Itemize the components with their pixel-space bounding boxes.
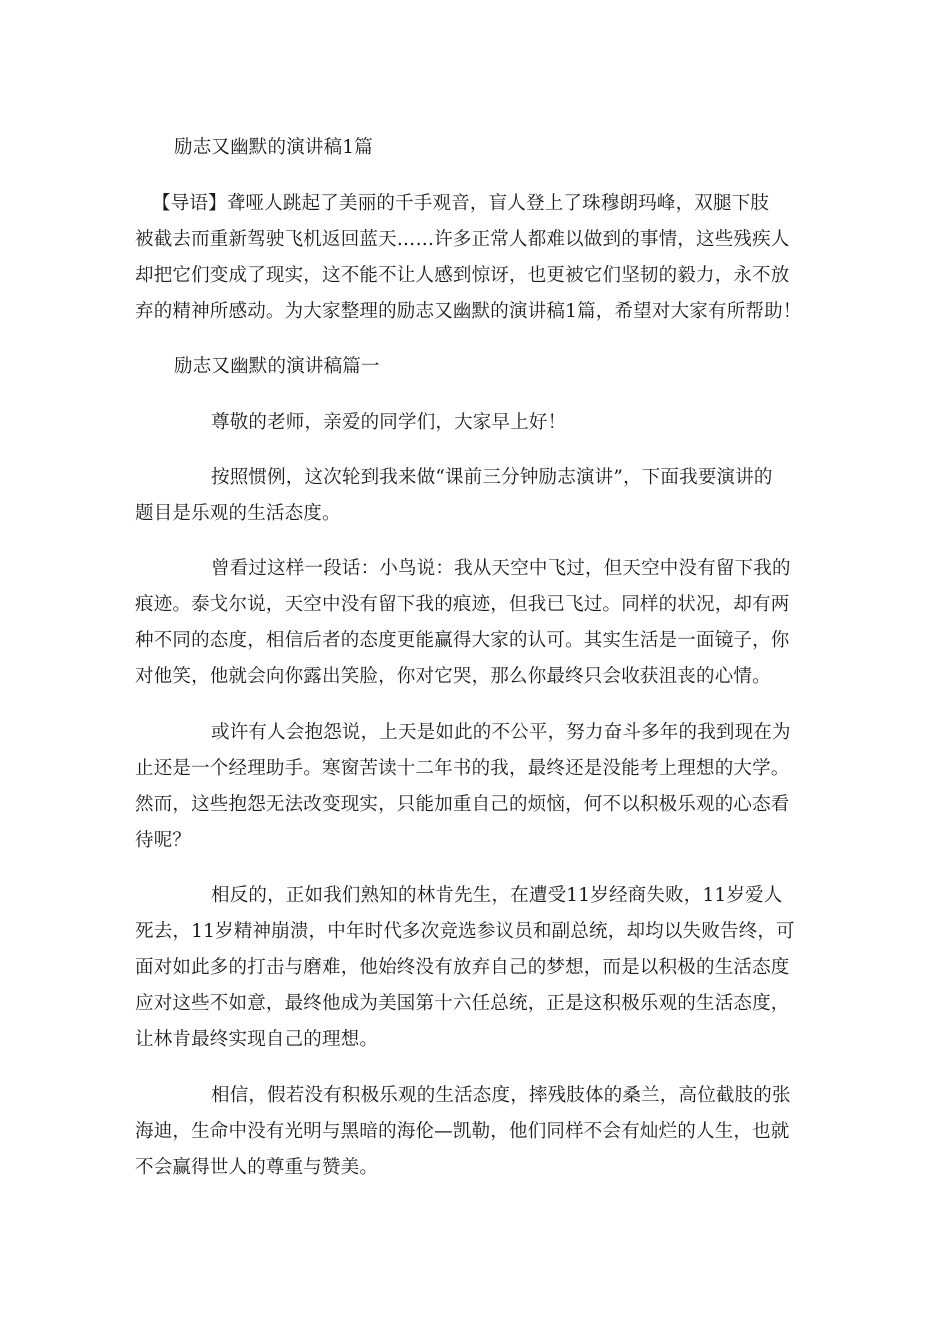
intro-line: 被截去而重新驾驶飞机返回蓝天……许多正常人都难以做到的事情，这些残疾人 <box>135 229 790 250</box>
document-title: 励志又幽默的演讲稿1篇 <box>174 137 373 158</box>
paragraph-line: 让林肯最终实现自己的理想。 <box>135 1029 379 1050</box>
intro-line: 弃的精神所感动。为大家整理的励志又幽默的演讲稿1篇，希望对大家有所帮助！ <box>135 301 802 322</box>
paragraph-line: 对他笑，他就会向你露出笑脸，你对它哭，那么你最终只会收获沮丧的心情。 <box>135 666 771 687</box>
paragraph-line: 按照惯例，这次轮到我来做“课前三分钟励志演讲”，下面我要演讲的 <box>211 467 773 488</box>
intro-line: 【导语】聋哑人跳起了美丽的千手观音，盲人登上了珠穆朗玛峰，双腿下肢 <box>152 193 770 214</box>
paragraph-line: 海迪，生命中没有光明与黑暗的海伦—凯勒，他们同样不会有灿烂的人生，也就 <box>135 1121 790 1142</box>
paragraph-line: 相反的，正如我们熟知的林肯先生，在遭受11岁经商失败，11岁爱人 <box>211 885 783 906</box>
paragraph-line: 死去，11岁精神崩溃，中年时代多次竞选参议员和副总统，却均以失败告终，可 <box>135 921 795 942</box>
paragraph-line: 面对如此多的打击与磨难，他始终没有放弃自己的梦想，而是以积极的生活态度 <box>135 957 790 978</box>
paragraph-line: 应对这些不如意，最终他成为美国第十六任总统，正是这积极乐观的生活态度， <box>135 993 790 1014</box>
paragraph-line: 不会赢得世人的尊重与赞美。 <box>135 1157 379 1178</box>
intro-line: 却把它们变成了现实，这不能不让人感到惊讶，也更被它们坚韧的毅力，永不放 <box>135 265 790 286</box>
paragraph-line: 或许有人会抱怨说，上天是如此的不公平，努力奋斗多年的我到现在为 <box>211 722 791 743</box>
section-title: 励志又幽默的演讲稿篇一 <box>174 356 380 377</box>
paragraph-line: 种不同的态度，相信后者的态度更能赢得大家的认可。其实生活是一面镜子，你 <box>135 630 790 651</box>
paragraph-line: 曾看过这样一段话：小鸟说：我从天空中飞过，但天空中没有留下我的 <box>211 558 791 579</box>
paragraph-line: 题目是乐观的生活态度。 <box>135 503 341 524</box>
greeting: 尊敬的老师，亲爱的同学们，大家早上好！ <box>211 412 567 433</box>
paragraph-line: 痕迹。泰戈尔说，天空中没有留下我的痕迹，但我已飞过。同样的状况，却有两 <box>135 594 790 615</box>
paragraph-line: 相信，假若没有积极乐观的生活态度，摔残肢体的桑兰，高位截肢的张 <box>211 1085 791 1106</box>
paragraph-line: 止还是一个经理助手。寒窗苦读十二年书的我，最终还是没能考上理想的大学。 <box>135 758 790 779</box>
paragraph-line: 待呢？ <box>135 830 192 851</box>
paragraph-line: 然而，这些抱怨无法改变现实，只能加重自己的烦恼，何不以积极乐观的心态看 <box>135 794 790 815</box>
